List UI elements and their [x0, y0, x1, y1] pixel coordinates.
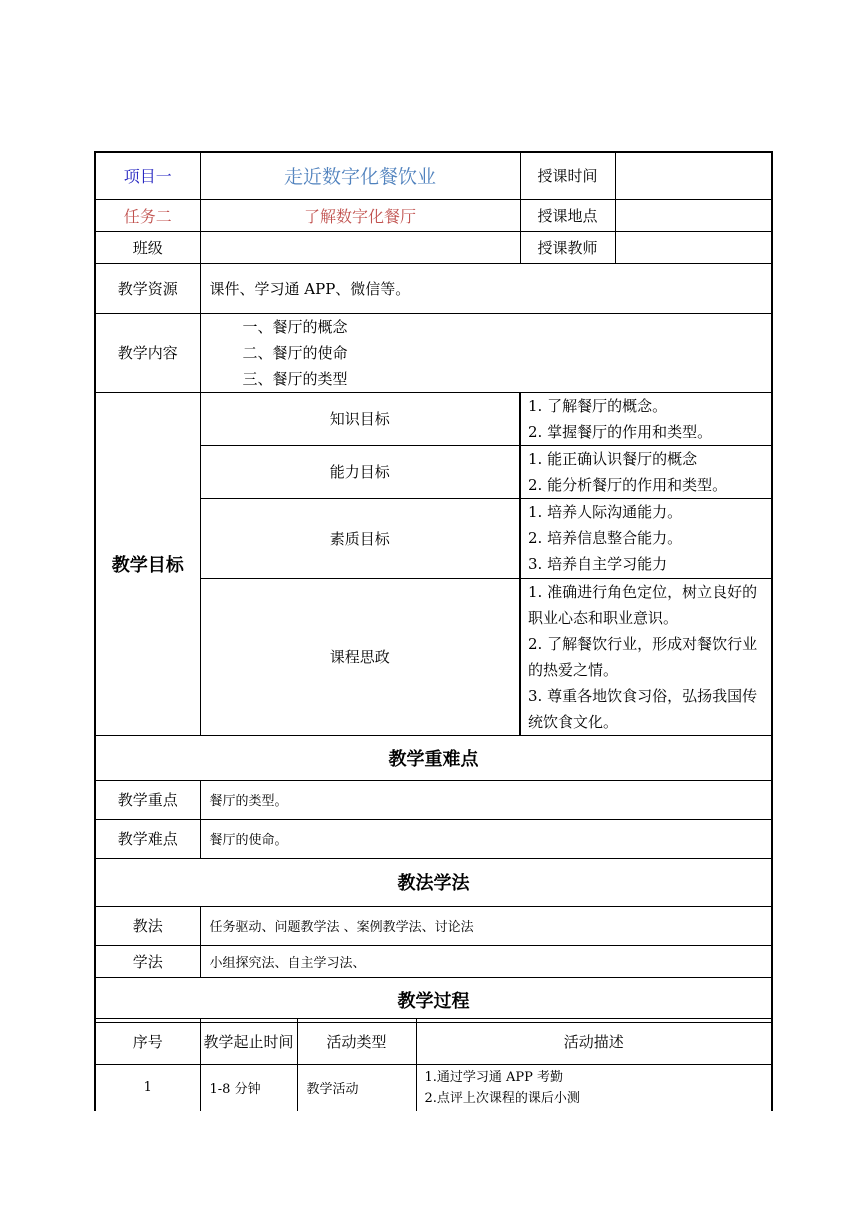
objective-line: 2. 了解餐饮行业，形成对餐饮行业的热爱之情。 [528, 634, 758, 679]
objective-line: 2. 掌握餐厅的作用和类型。 [528, 422, 713, 441]
content-item: 三、餐厅的类型 [242, 369, 348, 388]
knowledge-label: 知识目标 [200, 392, 520, 445]
description-line: 1.通过学习通 APP 考勤 [424, 1069, 564, 1085]
objective-line: 3. 尊重各地饮食习俗，弘扬我国传统饮食文化。 [528, 686, 758, 731]
ability-label: 能力目标 [200, 445, 520, 498]
objective-line: 1. 准确进行角色定位，树立良好的职业心态和职业意识。 [528, 582, 758, 627]
teach-value: 任务驱动、问题教学法 、案例教学法、讨论法 [200, 906, 772, 945]
process-table [94, 1018, 773, 1111]
objective-line: 1. 培养人际沟通能力。 [528, 503, 683, 521]
resources-label: 教学资源 [95, 263, 200, 313]
knowledge-desc [520, 392, 772, 445]
row-description [416, 1065, 772, 1111]
project-label-cell [95, 152, 200, 199]
task-name-cell [200, 199, 520, 231]
row-time: 1-8 分钟 [200, 1065, 297, 1111]
resources-value: 课件、学习通 APP、微信等。 [200, 263, 772, 313]
objective-line: 2. 能分析餐厅的作用和类型。 [528, 475, 728, 494]
quality-desc [520, 498, 772, 578]
process-title: 教学过程 [95, 977, 772, 1022]
objective-line: 3. 培养自主学习能力 [528, 555, 668, 573]
task-label: 任务二 [123, 206, 172, 226]
focus-value: 餐厅的类型。 [200, 780, 772, 819]
lesson-plan-table [94, 151, 773, 1023]
column-header: 活动类型 [297, 1019, 416, 1065]
content-item: 二、餐厅的使命 [242, 343, 348, 362]
column-header: 教学起止时间 [200, 1019, 297, 1065]
project-name-cell [200, 152, 520, 199]
learn-label: 学法 [95, 945, 200, 977]
column-header: 活动描述 [416, 1019, 772, 1065]
ideology-label: 课程思政 [200, 578, 520, 735]
content-label: 教学内容 [95, 313, 200, 392]
place-label: 授课地点 [520, 199, 615, 231]
description-line: 2.点评上次课程的课后小测 [424, 1090, 580, 1106]
project-name: 走近数字化餐饮业 [284, 166, 437, 189]
class-value [200, 231, 520, 263]
task-name: 了解数字化餐厅 [304, 206, 417, 226]
class-label: 班级 [95, 231, 200, 263]
time-value [615, 152, 772, 199]
ability-desc [520, 445, 772, 498]
ideology-desc [520, 578, 772, 735]
learn-value: 小组探究法、自主学习法、 [200, 945, 772, 977]
teacher-value [615, 231, 772, 263]
methods-title: 教法学法 [95, 858, 772, 906]
teach-label: 教法 [95, 906, 200, 945]
row-type: 教学活动 [297, 1065, 416, 1111]
content-list [200, 313, 772, 392]
task-label-cell [95, 199, 200, 231]
quality-label: 素质目标 [200, 498, 520, 578]
time-label: 授课时间 [520, 152, 615, 199]
objectives-label: 教学目标 [95, 392, 200, 735]
column-header: 序号 [95, 1019, 200, 1065]
key-points-title: 教学重难点 [95, 735, 772, 780]
difficulty-label: 教学难点 [95, 819, 200, 858]
objective-line: 2. 培养信息整合能力。 [528, 529, 683, 547]
objective-line: 1. 能正确认识餐厅的概念 [528, 449, 698, 468]
place-value [615, 199, 772, 231]
objective-line: 1. 了解餐厅的概念。 [528, 396, 668, 415]
focus-label: 教学重点 [95, 780, 200, 819]
content-item: 一、餐厅的概念 [242, 317, 348, 336]
table-row [95, 1065, 772, 1111]
project-label: 项目一 [123, 167, 172, 187]
difficulty-value: 餐厅的使命。 [200, 819, 772, 858]
row-number: 1 [95, 1065, 200, 1111]
teacher-label: 授课教师 [520, 231, 615, 263]
